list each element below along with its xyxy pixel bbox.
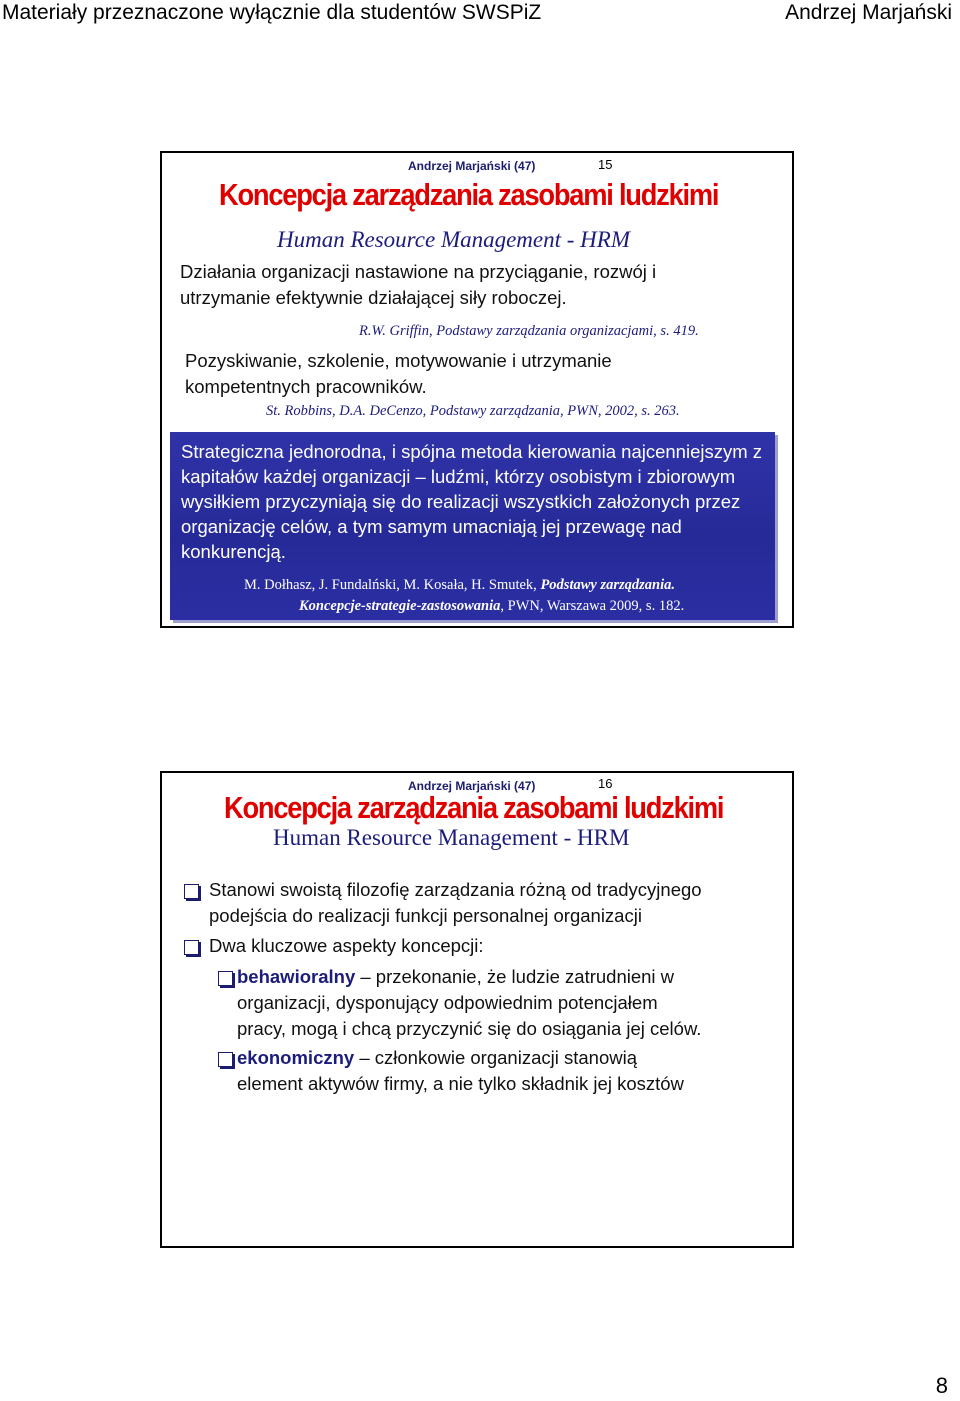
subbullet-text bbox=[218, 1045, 684, 1097]
citation-griffin: R.W. Griffin, Podstawy zarządzania organizacjami, s. 419. bbox=[359, 323, 699, 339]
slide-title: Koncepcja zarządzania zasobami ludzkimi bbox=[224, 790, 724, 825]
slide-author-meta: Andrzej Marjański (47) bbox=[408, 779, 536, 793]
page-number: 8 bbox=[935, 1373, 948, 1398]
term-economic: ekonomiczny bbox=[237, 1047, 355, 1068]
definition-line: Działania organizacji nastawione na przyciąganie, rozwój i bbox=[180, 261, 657, 282]
definition-box-source-line2 bbox=[299, 598, 684, 615]
definition-line: Pozyskiwanie, szkolenie, motywowanie i utrzymanie bbox=[185, 350, 612, 371]
source-publisher: , PWN, Warszawa 2009, s. 182. bbox=[500, 598, 685, 614]
header-course-note: Materiały przeznaczone wyłącznie dla studentów SWSPiZ bbox=[2, 1, 542, 24]
slide-subtitle: Human Resource Management - HRM bbox=[277, 227, 630, 252]
slide-number: 15 bbox=[598, 157, 613, 172]
subbullet-line: organizacji, dysponujący odpowiednim potencjałem bbox=[237, 992, 658, 1013]
subbullet-line: element aktywów firmy, a nie tylko składnik jej kosztów bbox=[237, 1073, 684, 1094]
definition-griffin bbox=[180, 259, 656, 311]
slide-16 bbox=[160, 771, 794, 1248]
page-header bbox=[0, 0, 960, 28]
term-definition: – przekonanie, że ludzie zatrudnieni w bbox=[355, 966, 675, 987]
bullet-line: Stanowi swoistą filozofię zarządzania różną od tradycyjnego bbox=[209, 879, 702, 900]
slide-author-meta: Andrzej Marjański (47) bbox=[408, 159, 536, 173]
subbullet-text bbox=[218, 964, 701, 1042]
bullet-line: podejścia do realizacji funkcji personalnej organizacji bbox=[209, 905, 642, 926]
subbullet-line: pracy, mogą i chcą przyczynić się do osiągania jej celów. bbox=[237, 1018, 702, 1039]
checkbox-bullet-icon bbox=[184, 940, 199, 955]
bullet-text bbox=[184, 877, 702, 929]
checkbox-bullet-icon bbox=[184, 884, 199, 899]
subbullet-line bbox=[237, 1045, 684, 1071]
slide-15 bbox=[160, 151, 794, 628]
definition-box-text: Strategiczna jednorodna, i spójna metoda kierowania najcenniejszym z kapitałów każdej organizacji – ludźmi, którzy osobistym i zbiorowym wysiłkiem przyczyniają się do realizacji wszystkich założonych przez organizację celów, a tym samym umacniają jej przewagę nad konkurencją. bbox=[181, 441, 763, 562]
definition-line: kompetentnych pracowników. bbox=[185, 376, 427, 397]
bullet-text: Dwa kluczowe aspekty koncepcji: bbox=[209, 935, 484, 956]
slide-title: Koncepcja zarządzania zasobami ludzkimi bbox=[219, 177, 719, 212]
slide-subtitle: Human Resource Management - HRM bbox=[273, 825, 630, 850]
source-subtitle: Koncepcje-strategie-zastosowania bbox=[299, 598, 501, 614]
subbullet-economic bbox=[218, 1045, 684, 1097]
bullet-two-aspects bbox=[184, 933, 484, 959]
subbullet-line bbox=[237, 964, 701, 990]
term-behavioral: behawioralny bbox=[237, 966, 356, 987]
slide-number: 16 bbox=[598, 776, 613, 791]
checkbox-bullet-icon bbox=[218, 971, 233, 986]
definition-box bbox=[170, 432, 775, 620]
term-definition: – członkowie organizacji stanowią bbox=[354, 1047, 637, 1068]
checkbox-bullet-icon bbox=[218, 1052, 233, 1067]
header-author: Andrzej Marjański bbox=[785, 1, 952, 24]
definition-robbins bbox=[185, 348, 612, 400]
subbullet-behavioral bbox=[218, 964, 701, 1042]
bullet-philosophy bbox=[184, 877, 702, 929]
definition-box-source-line1 bbox=[244, 577, 675, 594]
source-title: Podstawy zarządzania. bbox=[540, 577, 675, 593]
source-authors: M. Dołhasz, J. Fundalński, M. Kosała, H. Smutek, bbox=[244, 577, 541, 593]
citation-robbins: St. Robbins, D.A. DeCenzo, Podstawy zarządzania, PWN, 2002, s. 263. bbox=[266, 403, 680, 419]
definition-line: utrzymanie efektywnie działającej siły roboczej. bbox=[180, 287, 567, 308]
